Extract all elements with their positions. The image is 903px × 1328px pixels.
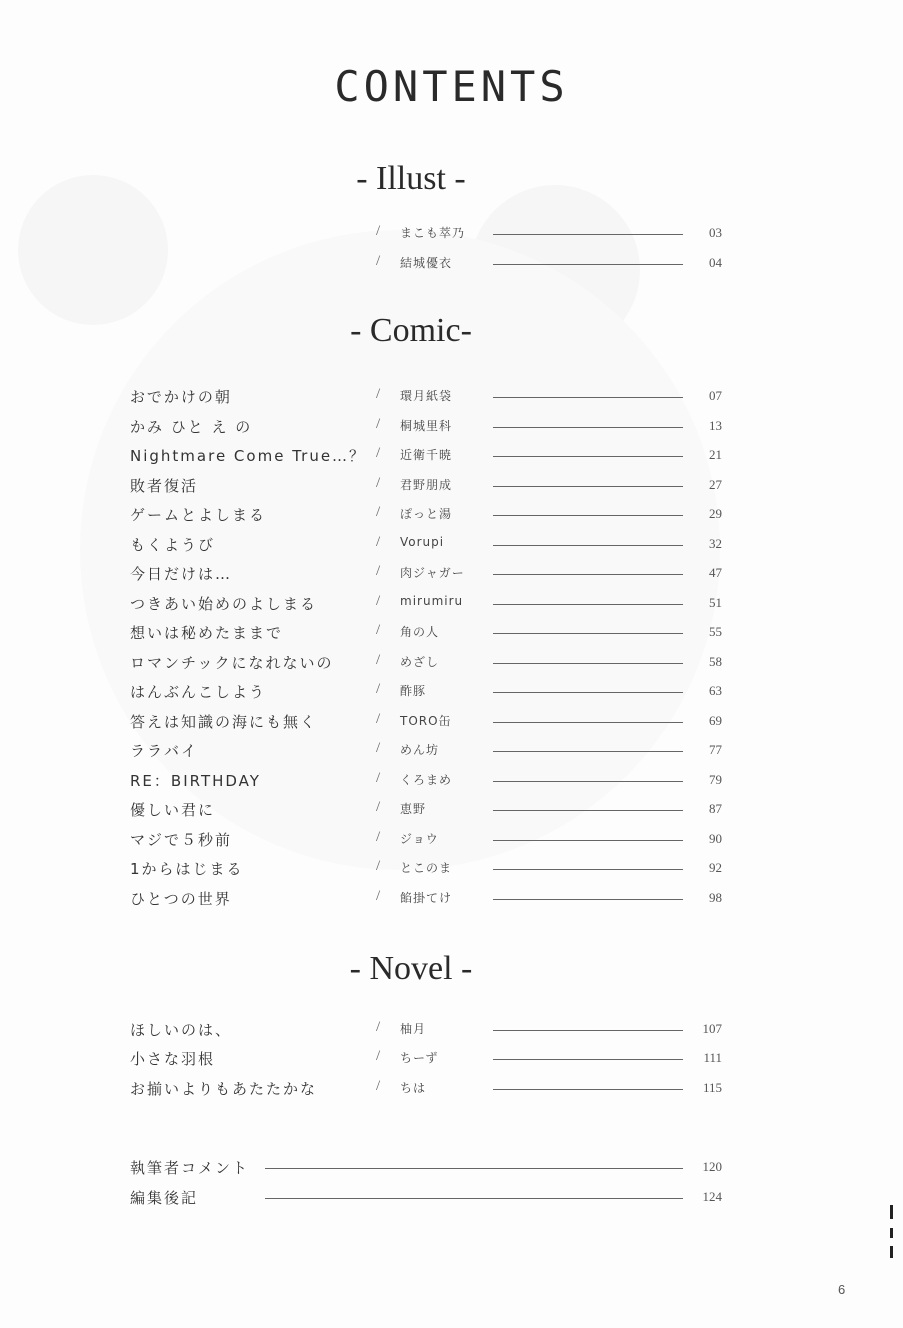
leader-line [493, 1059, 683, 1060]
toc-entry [0, 534, 903, 556]
entry-page: 51 [709, 595, 722, 610]
toc-entry [0, 711, 903, 733]
entry-author: めん坊 [400, 743, 440, 757]
entry-page: 77 [709, 742, 722, 757]
entry-author: Vorupi [400, 535, 445, 549]
entry-title: ララバイ [130, 742, 199, 760]
entry-author: 角の人 [400, 625, 440, 639]
separator-slash: / [376, 386, 381, 402]
toc-entry [0, 593, 903, 615]
toc-entry [0, 1019, 903, 1041]
entry-page: 21 [709, 447, 722, 462]
entry-page: 04 [709, 255, 722, 270]
entry-title: 答えは知識の海にも無く [130, 713, 318, 731]
entry-title: RE：BIRTHDAY [130, 772, 261, 790]
entry-title: 優しい君に [130, 801, 216, 819]
entry-title: 小さな羽根 [130, 1050, 216, 1068]
toc-entry [0, 799, 903, 821]
toc-entry [0, 223, 903, 245]
leader-line [493, 545, 683, 546]
entry-title: お揃いよりもあたたかな [130, 1080, 318, 1098]
entry-author: ちは [400, 1081, 427, 1095]
entry-author: 恵野 [400, 802, 427, 816]
separator-slash: / [376, 1048, 381, 1064]
separator-slash: / [376, 740, 381, 756]
toc-entry [0, 504, 903, 526]
toc-entry [0, 888, 903, 910]
entry-page: 63 [709, 683, 722, 698]
separator-slash: / [376, 888, 381, 904]
entry-author: とこのま [400, 861, 453, 875]
leader-line [493, 486, 683, 487]
entry-author: 肉ジャガー [400, 566, 465, 580]
entry-page: 124 [702, 1189, 722, 1204]
entry-page: 92 [709, 860, 722, 875]
entry-page: 07 [709, 388, 722, 403]
leader-line [493, 1089, 683, 1090]
entry-page: 03 [709, 225, 722, 240]
entry-author: 柚月 [400, 1022, 427, 1036]
binding-mark [890, 1228, 893, 1238]
separator-slash: / [376, 711, 381, 727]
toc-entry [0, 1078, 903, 1100]
page-number: 6 [838, 1282, 846, 1297]
separator-slash: / [376, 622, 381, 638]
toc-entry [0, 563, 903, 585]
entry-page: 90 [709, 831, 722, 846]
section-heading-comic: - Comic- [350, 312, 472, 349]
entry-author: ちーず [400, 1051, 439, 1065]
toc-entry [0, 740, 903, 762]
toc-entry [0, 1048, 903, 1070]
leader-line [493, 515, 683, 516]
leader-line [493, 899, 683, 900]
toc-entry [0, 622, 903, 644]
entry-title: 想いは秘めたままで [130, 624, 284, 642]
separator-slash: / [376, 504, 381, 520]
leader-line [493, 574, 683, 575]
toc-entry-extra [0, 1157, 903, 1179]
toc-entry-extra [0, 1187, 903, 1209]
entry-author: ジョウ [400, 832, 439, 846]
entry-author: mirumiru [400, 594, 464, 608]
entry-author: まこも萃乃 [400, 226, 466, 240]
leader-line [493, 751, 683, 752]
entry-page: 107 [702, 1021, 722, 1036]
entry-author: めざし [400, 655, 440, 669]
entry-page: 58 [709, 654, 722, 669]
separator-slash: / [376, 652, 381, 668]
entry-page: 120 [702, 1159, 722, 1174]
entry-title: 敗者復活 [130, 477, 199, 495]
separator-slash: / [376, 223, 381, 239]
leader-line [493, 869, 683, 870]
entry-title: おでかけの朝 [130, 388, 232, 406]
separator-slash: / [376, 858, 381, 874]
entry-author: 近衛千暁 [400, 448, 453, 462]
toc-entry [0, 829, 903, 851]
entry-title: 1からはじまる [130, 860, 244, 878]
entry-title: ほしいのは、 [130, 1021, 233, 1039]
leader-line [493, 427, 683, 428]
page-title: CONTENTS [334, 62, 569, 111]
separator-slash: / [376, 534, 381, 550]
leader-line [265, 1198, 683, 1199]
toc-entry [0, 416, 903, 438]
leader-line [493, 234, 683, 235]
entry-title: つきあい始めのよしまる [130, 595, 318, 613]
entry-page: 79 [709, 772, 722, 787]
entry-title: マジで５秒前 [130, 831, 233, 849]
separator-slash: / [376, 563, 381, 579]
leader-line [493, 692, 683, 693]
leader-line [493, 397, 683, 398]
section-heading-illust: - Illust - [356, 160, 466, 197]
leader-line [493, 840, 683, 841]
entry-page: 29 [709, 506, 722, 521]
entry-title: もくようび [130, 536, 216, 554]
binding-mark [890, 1246, 893, 1258]
entry-title: 執筆者コメント [130, 1159, 250, 1177]
entry-page: 98 [709, 890, 722, 905]
entry-page: 115 [702, 1080, 722, 1095]
entry-title: ゲームとよしまる [130, 506, 267, 524]
toc-entry [0, 475, 903, 497]
entry-author: ぽっと湯 [400, 507, 453, 521]
separator-slash: / [376, 253, 381, 269]
toc-entry [0, 386, 903, 408]
entry-page: 13 [709, 418, 722, 433]
leader-line [493, 663, 683, 664]
separator-slash: / [376, 1078, 381, 1094]
entry-author: 結城優衣 [400, 256, 453, 270]
separator-slash: / [376, 829, 381, 845]
separator-slash: / [376, 416, 381, 432]
toc-entry [0, 681, 903, 703]
entry-author: 桐城里科 [400, 419, 453, 433]
entry-author: 酢豚 [400, 684, 427, 698]
entry-author: 環月紙袋 [400, 389, 453, 403]
entry-title: Nightmare Come True…？ [130, 447, 367, 465]
entry-page: 55 [709, 624, 722, 639]
entry-title: 今日だけは… [130, 565, 233, 583]
toc-entry [0, 445, 903, 467]
leader-line [493, 781, 683, 782]
toc-entry [0, 858, 903, 880]
leader-line [493, 810, 683, 811]
section-heading-novel: - Novel - [349, 950, 473, 987]
toc-entry [0, 770, 903, 792]
entry-title: かみ ひと え の [130, 418, 253, 436]
entry-page: 87 [709, 801, 722, 816]
entry-author: くろまめ [400, 773, 453, 787]
separator-slash: / [376, 593, 381, 609]
entry-page: 69 [709, 713, 722, 728]
leader-line [265, 1168, 683, 1169]
separator-slash: / [376, 445, 381, 461]
entry-page: 111 [703, 1050, 722, 1065]
toc-entry [0, 253, 903, 275]
leader-line [493, 456, 683, 457]
separator-slash: / [376, 1019, 381, 1035]
leader-line [493, 604, 683, 605]
entry-title: はんぶんこしよう [130, 683, 267, 701]
entry-title: ロマンチックになれないの [130, 654, 334, 672]
entry-page: 47 [709, 565, 722, 580]
entry-author: 餡掛てけ [400, 891, 453, 905]
leader-line [493, 722, 683, 723]
separator-slash: / [376, 770, 381, 786]
entry-title: 編集後記 [130, 1189, 199, 1207]
separator-slash: / [376, 681, 381, 697]
leader-line [493, 264, 683, 265]
separator-slash: / [376, 799, 381, 815]
entry-page: 27 [709, 477, 722, 492]
entry-author: 君野朋成 [400, 478, 453, 492]
separator-slash: / [376, 475, 381, 491]
entry-page: 32 [709, 536, 722, 551]
leader-line [493, 1030, 683, 1031]
entry-title: ひとつの世界 [130, 890, 232, 908]
toc-entry [0, 652, 903, 674]
entry-author: TORO缶 [400, 714, 452, 728]
leader-line [493, 633, 683, 634]
